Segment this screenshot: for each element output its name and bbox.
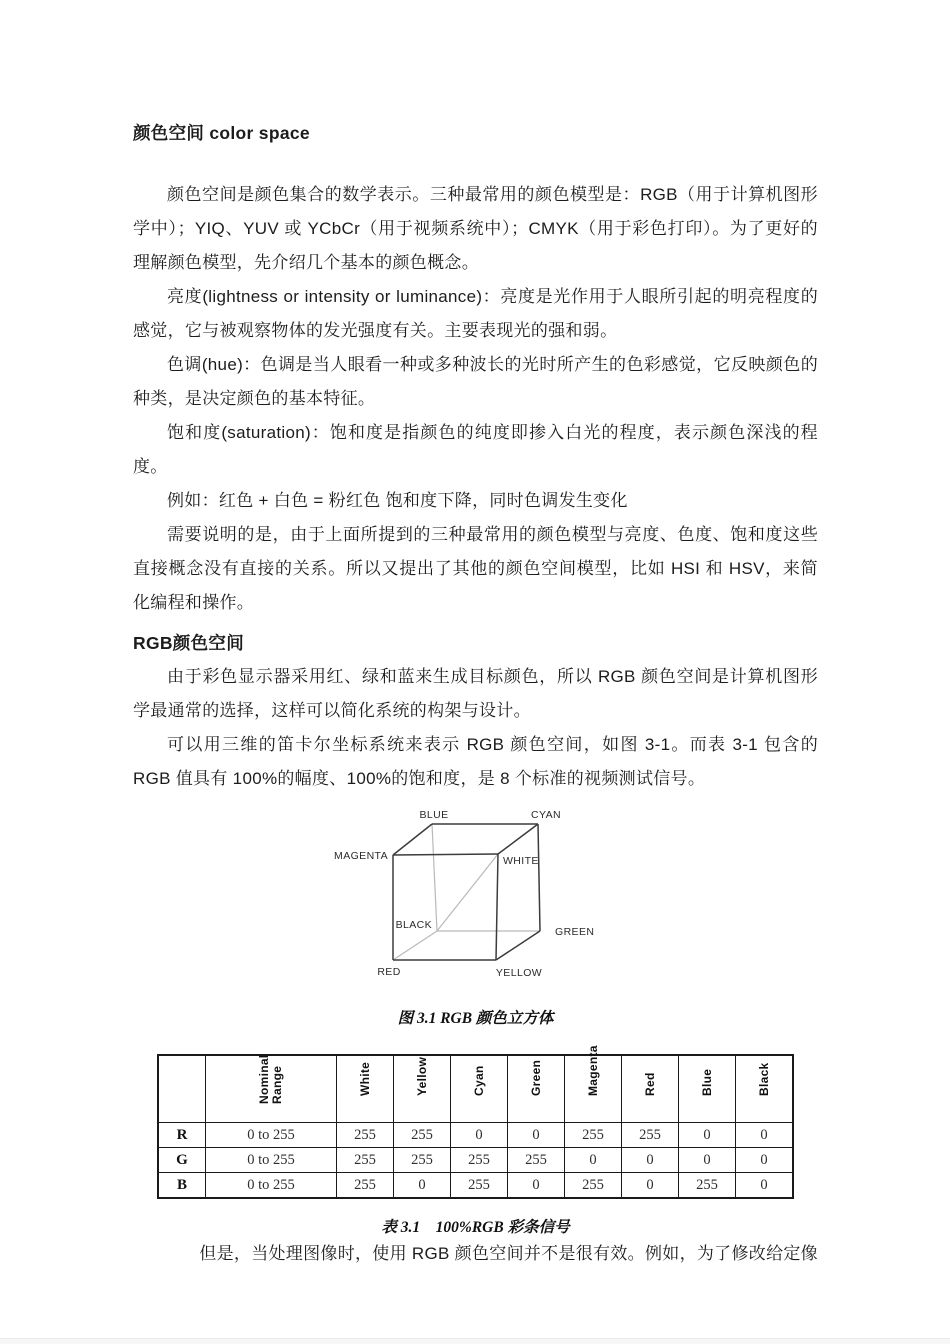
para-saturation: 饱和度(saturation)：饱和度是指颜色的纯度即掺入白光的程度，表示颜色深浅的程度。 xyxy=(133,423,818,476)
cube-label-red: RED xyxy=(377,966,401,978)
table-cell: 255 xyxy=(451,1173,508,1199)
table-cell: 0 to 255 xyxy=(206,1123,337,1148)
column-header-label: Blue xyxy=(700,1068,714,1096)
para-rgb-cartesian: 可以用三维的笛卡尔坐标系统来表示 RGB 颜色空间，如图 3-1。而表 3-1 包含的 RGB 值具有 100%的幅度、100%的饱和度，是 8 个标准的视频测试信号。 xyxy=(133,735,818,788)
column-header xyxy=(508,1055,565,1123)
table-cell: 255 xyxy=(622,1123,679,1148)
table-cell: 255 xyxy=(508,1148,565,1173)
column-header-label: Red xyxy=(643,1072,657,1096)
table-body xyxy=(158,1123,793,1199)
row-label: R xyxy=(158,1123,206,1148)
table-cell: 255 xyxy=(679,1173,736,1199)
table-cell: 255 xyxy=(565,1123,622,1148)
table-cell: 255 xyxy=(337,1173,394,1199)
column-header-label: Black xyxy=(757,1062,771,1096)
table-cell: 0 xyxy=(679,1123,736,1148)
column-header-label: Green xyxy=(529,1059,543,1096)
cube-label-cyan: CYAN xyxy=(531,809,561,821)
para-note: 需要说明的是，由于上面所提到的三种最常用的颜色模型与亮度、色度、饱和度这些直接概念没有直接的关系。所以又提出了其他的颜色空间模型，比如 HSI 和 HSV，来简化编程和操作。 xyxy=(133,525,818,612)
table-caption: 表 3.1 100%RGB 彩条信号 xyxy=(381,1219,570,1236)
column-header-label: Magenta xyxy=(586,1045,600,1096)
row-label: B xyxy=(158,1173,206,1199)
figure-caption: 图 3.1 RGB 颜色立方体 xyxy=(397,1010,554,1027)
para-example: 例如：红色 + 白色 = 粉红色 饱和度下降，同时色调发生变化 xyxy=(167,491,628,510)
column-header xyxy=(679,1055,736,1123)
rgb-cube-diagram xyxy=(333,804,618,989)
table-cell: 255 xyxy=(451,1148,508,1173)
section-heading-rgb: RGB颜色空间 xyxy=(133,633,244,653)
para-intro: 颜色空间是颜色集合的数学表示。三种最常用的颜色模型是：RGB（用于计算机图形学中）；YIQ、YUV 或 YCbCr（用于视频系统中）；CMYK（用于彩色打印）。为了更好的理解颜色模型，先介绍几个基本的颜色概念。 xyxy=(133,185,818,272)
table-cell: 0 to 255 xyxy=(206,1173,337,1199)
table-cell: 0 xyxy=(565,1148,622,1173)
table-cell: 0 xyxy=(622,1173,679,1199)
column-header xyxy=(337,1055,394,1123)
column-header xyxy=(622,1055,679,1123)
table-header xyxy=(158,1045,793,1123)
cube-label-blue: BLUE xyxy=(419,809,449,821)
table-cell: 0 xyxy=(622,1148,679,1173)
table-cell: 0 to 255 xyxy=(206,1148,337,1173)
para-hue: 色调(hue)：色调是当人眼看一种或多种波长的光时所产生的色彩感觉，它反映颜色的种类，是决定颜色的基本特征。 xyxy=(133,355,818,408)
table-row xyxy=(158,1148,793,1173)
table-cell: 0 xyxy=(736,1173,794,1199)
cube-hidden-edges xyxy=(393,824,540,960)
para-lightness: 亮度(lightness or intensity or luminance)：亮度是光作用于人眼所引起的明亮程度的感觉，它与被观察物体的发光强度有关。主要表现光的强和弱。 xyxy=(133,287,818,340)
table-cell: 0 xyxy=(394,1173,451,1199)
table-corner-cell xyxy=(158,1055,206,1123)
column-header xyxy=(394,1055,451,1123)
cube-label-magenta: MAGENTA xyxy=(334,850,388,862)
table-cell: 255 xyxy=(394,1148,451,1173)
table-row xyxy=(158,1173,793,1199)
column-header-label: White xyxy=(358,1061,372,1096)
column-header xyxy=(206,1055,337,1123)
column-header xyxy=(451,1055,508,1123)
table-header-row xyxy=(158,1055,793,1123)
column-header-label: Yellow xyxy=(415,1056,429,1096)
cube-label-green: GREEN xyxy=(555,926,595,938)
table-cell: 0 xyxy=(451,1123,508,1148)
table-cell: 0 xyxy=(508,1173,565,1199)
table-row xyxy=(158,1123,793,1148)
para-rgb-choice: 由于彩色显示器采用红、绿和蓝来生成目标颜色，所以 RGB 颜色空间是计算机图形学最通常的选择，这样可以简化系统的构架与设计。 xyxy=(133,667,818,720)
row-label: G xyxy=(158,1148,206,1173)
table-cell: 0 xyxy=(508,1123,565,1148)
column-header xyxy=(736,1055,794,1123)
cube-label-yellow: YELLOW xyxy=(495,967,543,979)
rgb-cube-figure xyxy=(133,804,818,1028)
column-header-label: Nominal Range xyxy=(257,1054,284,1104)
page-bottom-edge xyxy=(0,1338,950,1344)
cube-visible-edges xyxy=(393,824,540,960)
column-header-label: Cyan xyxy=(472,1065,486,1096)
column-header xyxy=(565,1045,622,1123)
table-cell: 255 xyxy=(337,1123,394,1148)
rgb-colorbar-table xyxy=(157,1045,794,1199)
table-cell: 255 xyxy=(394,1123,451,1148)
table-cell: 0 xyxy=(736,1123,794,1148)
cube-label-black: BLACK xyxy=(395,919,432,931)
table-cell: 0 xyxy=(736,1148,794,1173)
table-cell: 255 xyxy=(565,1173,622,1199)
table-cell: 255 xyxy=(337,1148,394,1173)
table-cell: 0 xyxy=(679,1148,736,1173)
doc-title: 颜色空间 color space xyxy=(133,123,310,143)
para-footer: 但是，当处理图像时，使用 RGB 颜色空间并不是很有效。例如，为了修改给定像 xyxy=(199,1244,818,1263)
cube-label-white: WHITE xyxy=(503,855,539,867)
